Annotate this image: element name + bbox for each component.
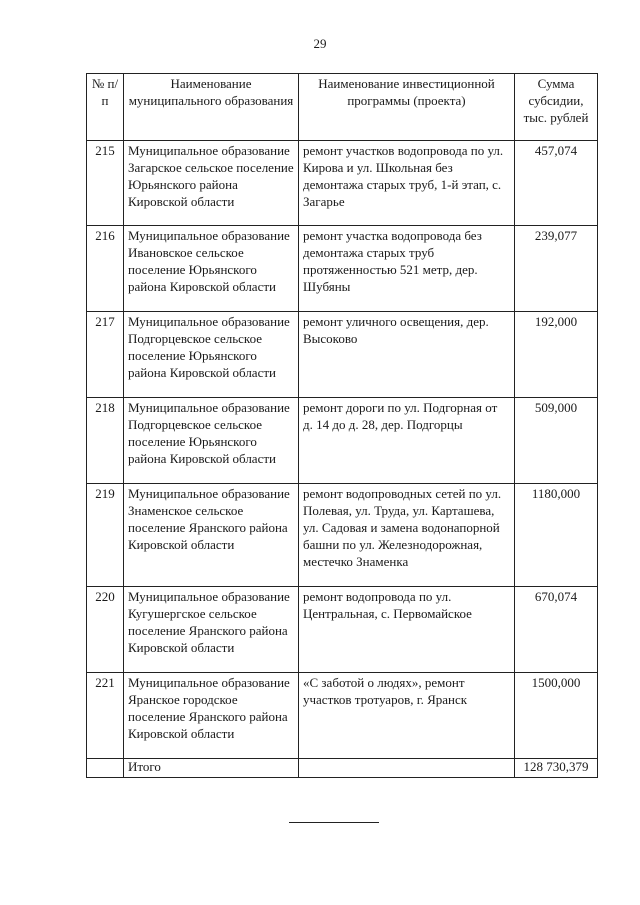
sum-cell: 239,077 <box>515 226 598 312</box>
page-number: 29 <box>313 36 327 51</box>
row-number: 218 <box>87 398 124 484</box>
header-num: № п/п <box>87 74 124 141</box>
row-number: 216 <box>87 226 124 312</box>
municipality-cell: Муниципальное образование Ивановское сельское поселение Юрьянского района Кировской области <box>124 226 299 312</box>
table-row <box>87 673 598 759</box>
table-row <box>87 484 598 587</box>
table-row <box>87 141 598 226</box>
row-number: 219 <box>87 484 124 587</box>
municipality-cell: Муниципальное образование Подгорцевское сельское поселение Юрьянского района Кировской области <box>124 398 299 484</box>
end-divider <box>289 822 379 823</box>
total-label: Итого <box>124 759 299 778</box>
table-header-row <box>87 74 598 141</box>
header-municipality: Наименование муниципального образования <box>124 74 299 141</box>
program-cell: ремонт дороги по ул. Подгорная от д. 14 до д. 28, дер. Подгорцы <box>299 398 515 484</box>
program-cell: ремонт водопроводных сетей по ул. Полевая, ул. Труда, ул. Карташева, ул. Садовая и замена водонапорной башни по ул. Железнодорожная, местечко Знаменка <box>299 484 515 587</box>
program-cell: ремонт водопровода по ул. Центральная, с. Первомайское <box>299 587 515 673</box>
table-row <box>87 587 598 673</box>
row-number: 215 <box>87 141 124 226</box>
sum-cell: 457,074 <box>515 141 598 226</box>
program-cell: «С заботой о людях», ремонт участков тротуаров, г. Яранск <box>299 673 515 759</box>
sum-cell: 1180,000 <box>515 484 598 587</box>
municipality-cell: Муниципальное образование Подгорцевское сельское поселение Юрьянского района Кировской области <box>124 312 299 398</box>
sum-cell: 509,000 <box>515 398 598 484</box>
total-sum: 128 730,379 <box>515 759 598 778</box>
program-cell: ремонт участков водопровода по ул. Кирова и ул. Школьная без демонтажа старых труб, 1-й этап, с. Загарье <box>299 141 515 226</box>
sum-cell: 1500,000 <box>515 673 598 759</box>
sum-cell: 192,000 <box>515 312 598 398</box>
municipality-cell: Муниципальное образование Яранское городское поселение Яранского района Кировской области <box>124 673 299 759</box>
total-num-cell <box>87 759 124 778</box>
table-row <box>87 312 598 398</box>
program-cell: ремонт участка водопровода без демонтажа старых труб протяженностью 521 метр, дер. Шубяны <box>299 226 515 312</box>
table-row <box>87 398 598 484</box>
header-program: Наименование инвестиционной программы (проекта) <box>299 74 515 141</box>
program-cell: ремонт уличного освещения, дер. Высоково <box>299 312 515 398</box>
sum-cell: 670,074 <box>515 587 598 673</box>
row-number: 220 <box>87 587 124 673</box>
municipality-cell: Муниципальное образование Кугушергское сельское поселение Яранского района Кировской области <box>124 587 299 673</box>
header-sum: Сумма субсидии, тыс. рублей <box>515 74 598 141</box>
subsidy-table <box>86 73 598 778</box>
table-row <box>87 226 598 312</box>
row-number: 221 <box>87 673 124 759</box>
municipality-cell: Муниципальное образование Загарское сельское поселение Юрьянского района Кировской области <box>124 141 299 226</box>
municipality-cell: Муниципальное образование Знаменское сельское поселение Яранского района Кировской области <box>124 484 299 587</box>
total-program-cell <box>299 759 515 778</box>
total-row <box>87 759 598 778</box>
row-number: 217 <box>87 312 124 398</box>
